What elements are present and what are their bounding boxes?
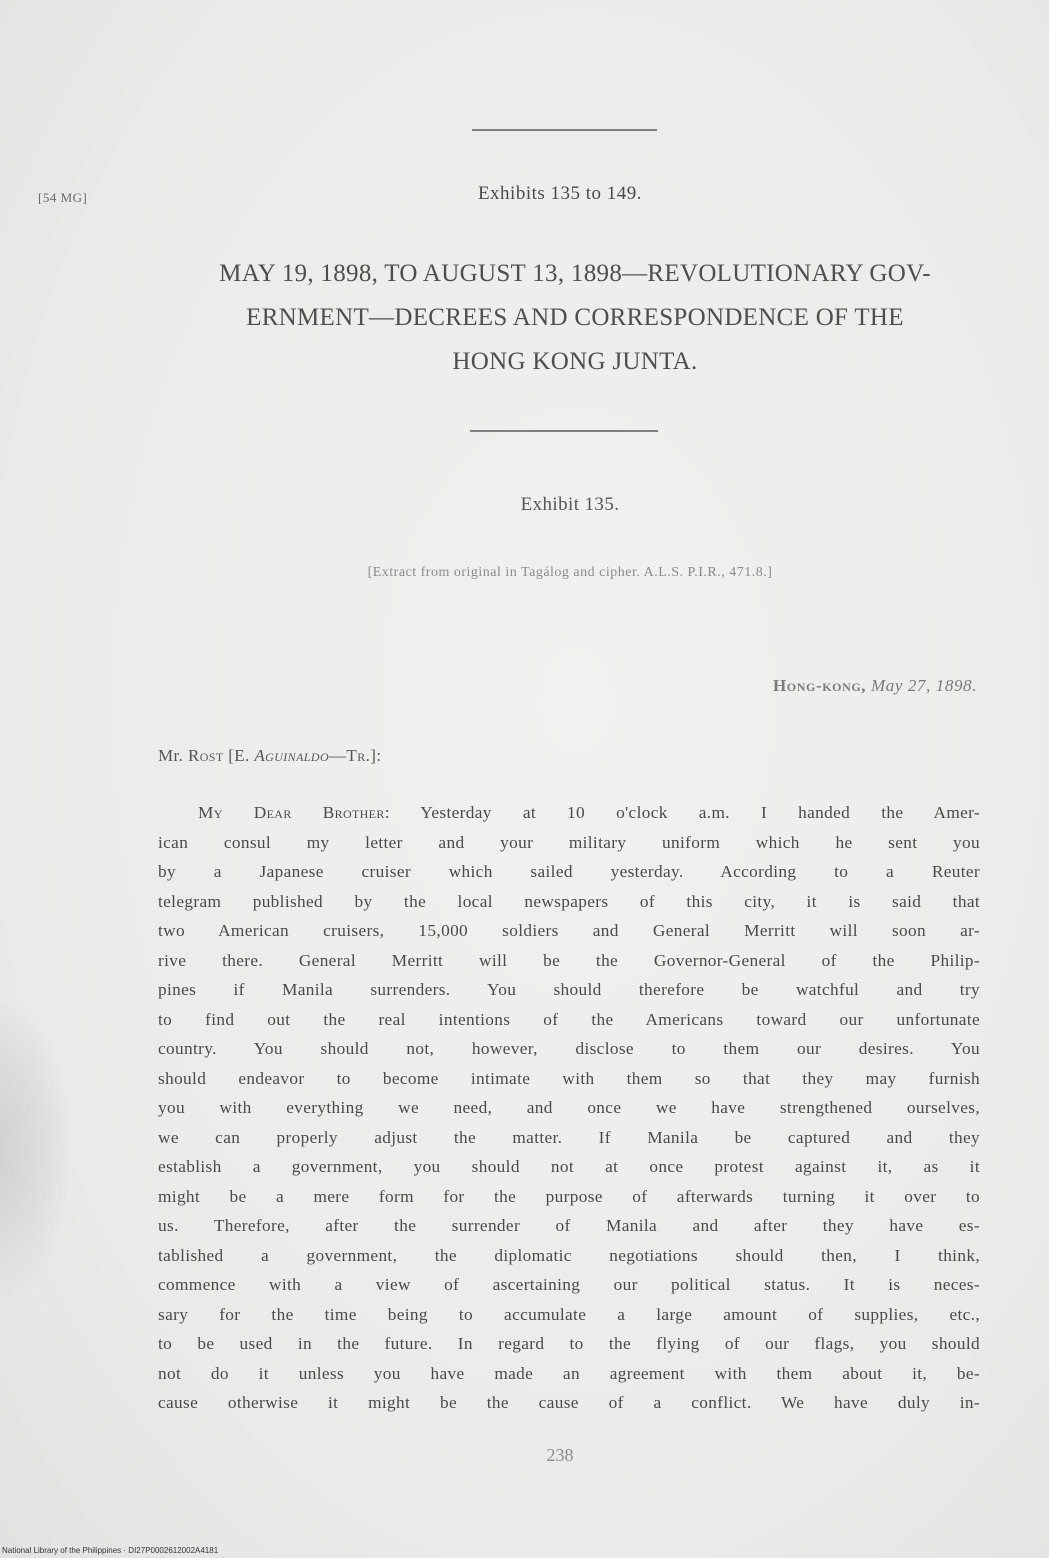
dateline-date: May 27, 1898. (870, 676, 977, 695)
section-heading (130, 252, 1020, 384)
letter-line: to find out the real intentions of the Americans toward our unfortunate (158, 1009, 980, 1029)
salutation-bracket-close: ]: (370, 746, 382, 765)
letter-opening: My Dear Brother (198, 803, 385, 822)
letter-dateline (773, 676, 977, 696)
salutation-bracket-open: [E. (223, 746, 255, 765)
top-rule (472, 129, 657, 131)
letter-line: we can properly adjust the matter. If Manila be captured and they (158, 1127, 980, 1147)
letter-line: not do it unless you have made an agreement with them about it, be- (158, 1363, 980, 1383)
letter-line: sary for the time being to accumulate a large amount of supplies, etc., (158, 1304, 980, 1324)
dateline-place: Hong-kong, (772, 676, 867, 695)
letter-line: to be used in the future. In regard to the flying of our flags, you should (158, 1334, 980, 1353)
middle-rule (470, 430, 658, 432)
exhibit-title: Exhibit 135. (520, 494, 620, 515)
letter-line: might be a mere form for the purpose of afterwards turning it over to (158, 1186, 980, 1206)
letter-line: My Dear Brother: Yesterday at 10 o'clock a.m. I handed the Amer- (198, 803, 980, 822)
letter-line: ican consul my letter and your military uniform which he sent you (158, 832, 980, 852)
letter-line: pines if Manila surrenders. You should therefore be watchful and try (158, 980, 980, 999)
exhibits-range-heading: Exhibits 135 to 149. (477, 183, 643, 204)
letter-line: us. Therefore, after the surrender of Manila and after they have es- (158, 1216, 980, 1235)
salutation-prefix: Mr. (158, 746, 188, 765)
letter-line: by a Japanese cruiser which sailed yesterday. According to a Reuter (158, 862, 980, 881)
salutation-translator: —Tr. (329, 746, 371, 765)
letter-body (158, 798, 980, 1418)
letter-line: should endeavor to become intimate with them so that they may furnish (158, 1068, 980, 1088)
letter-line: tablished a government, the diplomatic negotiations should then, I think, (158, 1245, 980, 1265)
salutation-name: Rost (187, 746, 224, 765)
extract-note: [Extract from original in Tagálog and cipher. A.L.S. P.I.R., 471.8.] (367, 565, 773, 580)
margin-note: [54 MG] (38, 190, 88, 205)
letter-line: establish a government, you should not at once protest against it, as it (158, 1157, 980, 1176)
page-number: 238 (546, 1445, 574, 1465)
letter-line: country. You should not, however, disclose to them our desires. You (158, 1039, 980, 1058)
letter-salutation (158, 746, 381, 766)
letter-line: commence with a view of ascertaining our political status. It is neces- (158, 1275, 980, 1294)
letter-line: rive there. General Merritt will be the Governor-General of the Philip- (158, 950, 980, 970)
letter-line: telegram published by the local newspapers of this city, it is said that (158, 891, 980, 911)
letter-line: cause otherwise it might be the cause of a conflict. We have duly in- (158, 1393, 980, 1412)
section-heading-line-2: ERNMENT—DECREES AND CORRESPONDENCE OF THE (246, 304, 904, 331)
section-heading-line-1: MAY 19, 1898, TO AUGUST 13, 1898—REVOLUTIONARY GOV- (219, 260, 931, 287)
letter-line: two American cruisers, 15,000 soldiers and General Merritt will soon ar- (158, 921, 980, 940)
section-heading-line-3: HONG KONG JUNTA. (452, 348, 698, 375)
letter-line: you with everything we need, and once we have strengthened ourselves, (158, 1098, 980, 1117)
salutation-aguinaldo: Aguinaldo (254, 746, 330, 765)
footer-credit: National Library of the Philippines · DI27P0002612002A4181 (2, 1546, 219, 1555)
scan-shadow (0, 1000, 70, 1300)
